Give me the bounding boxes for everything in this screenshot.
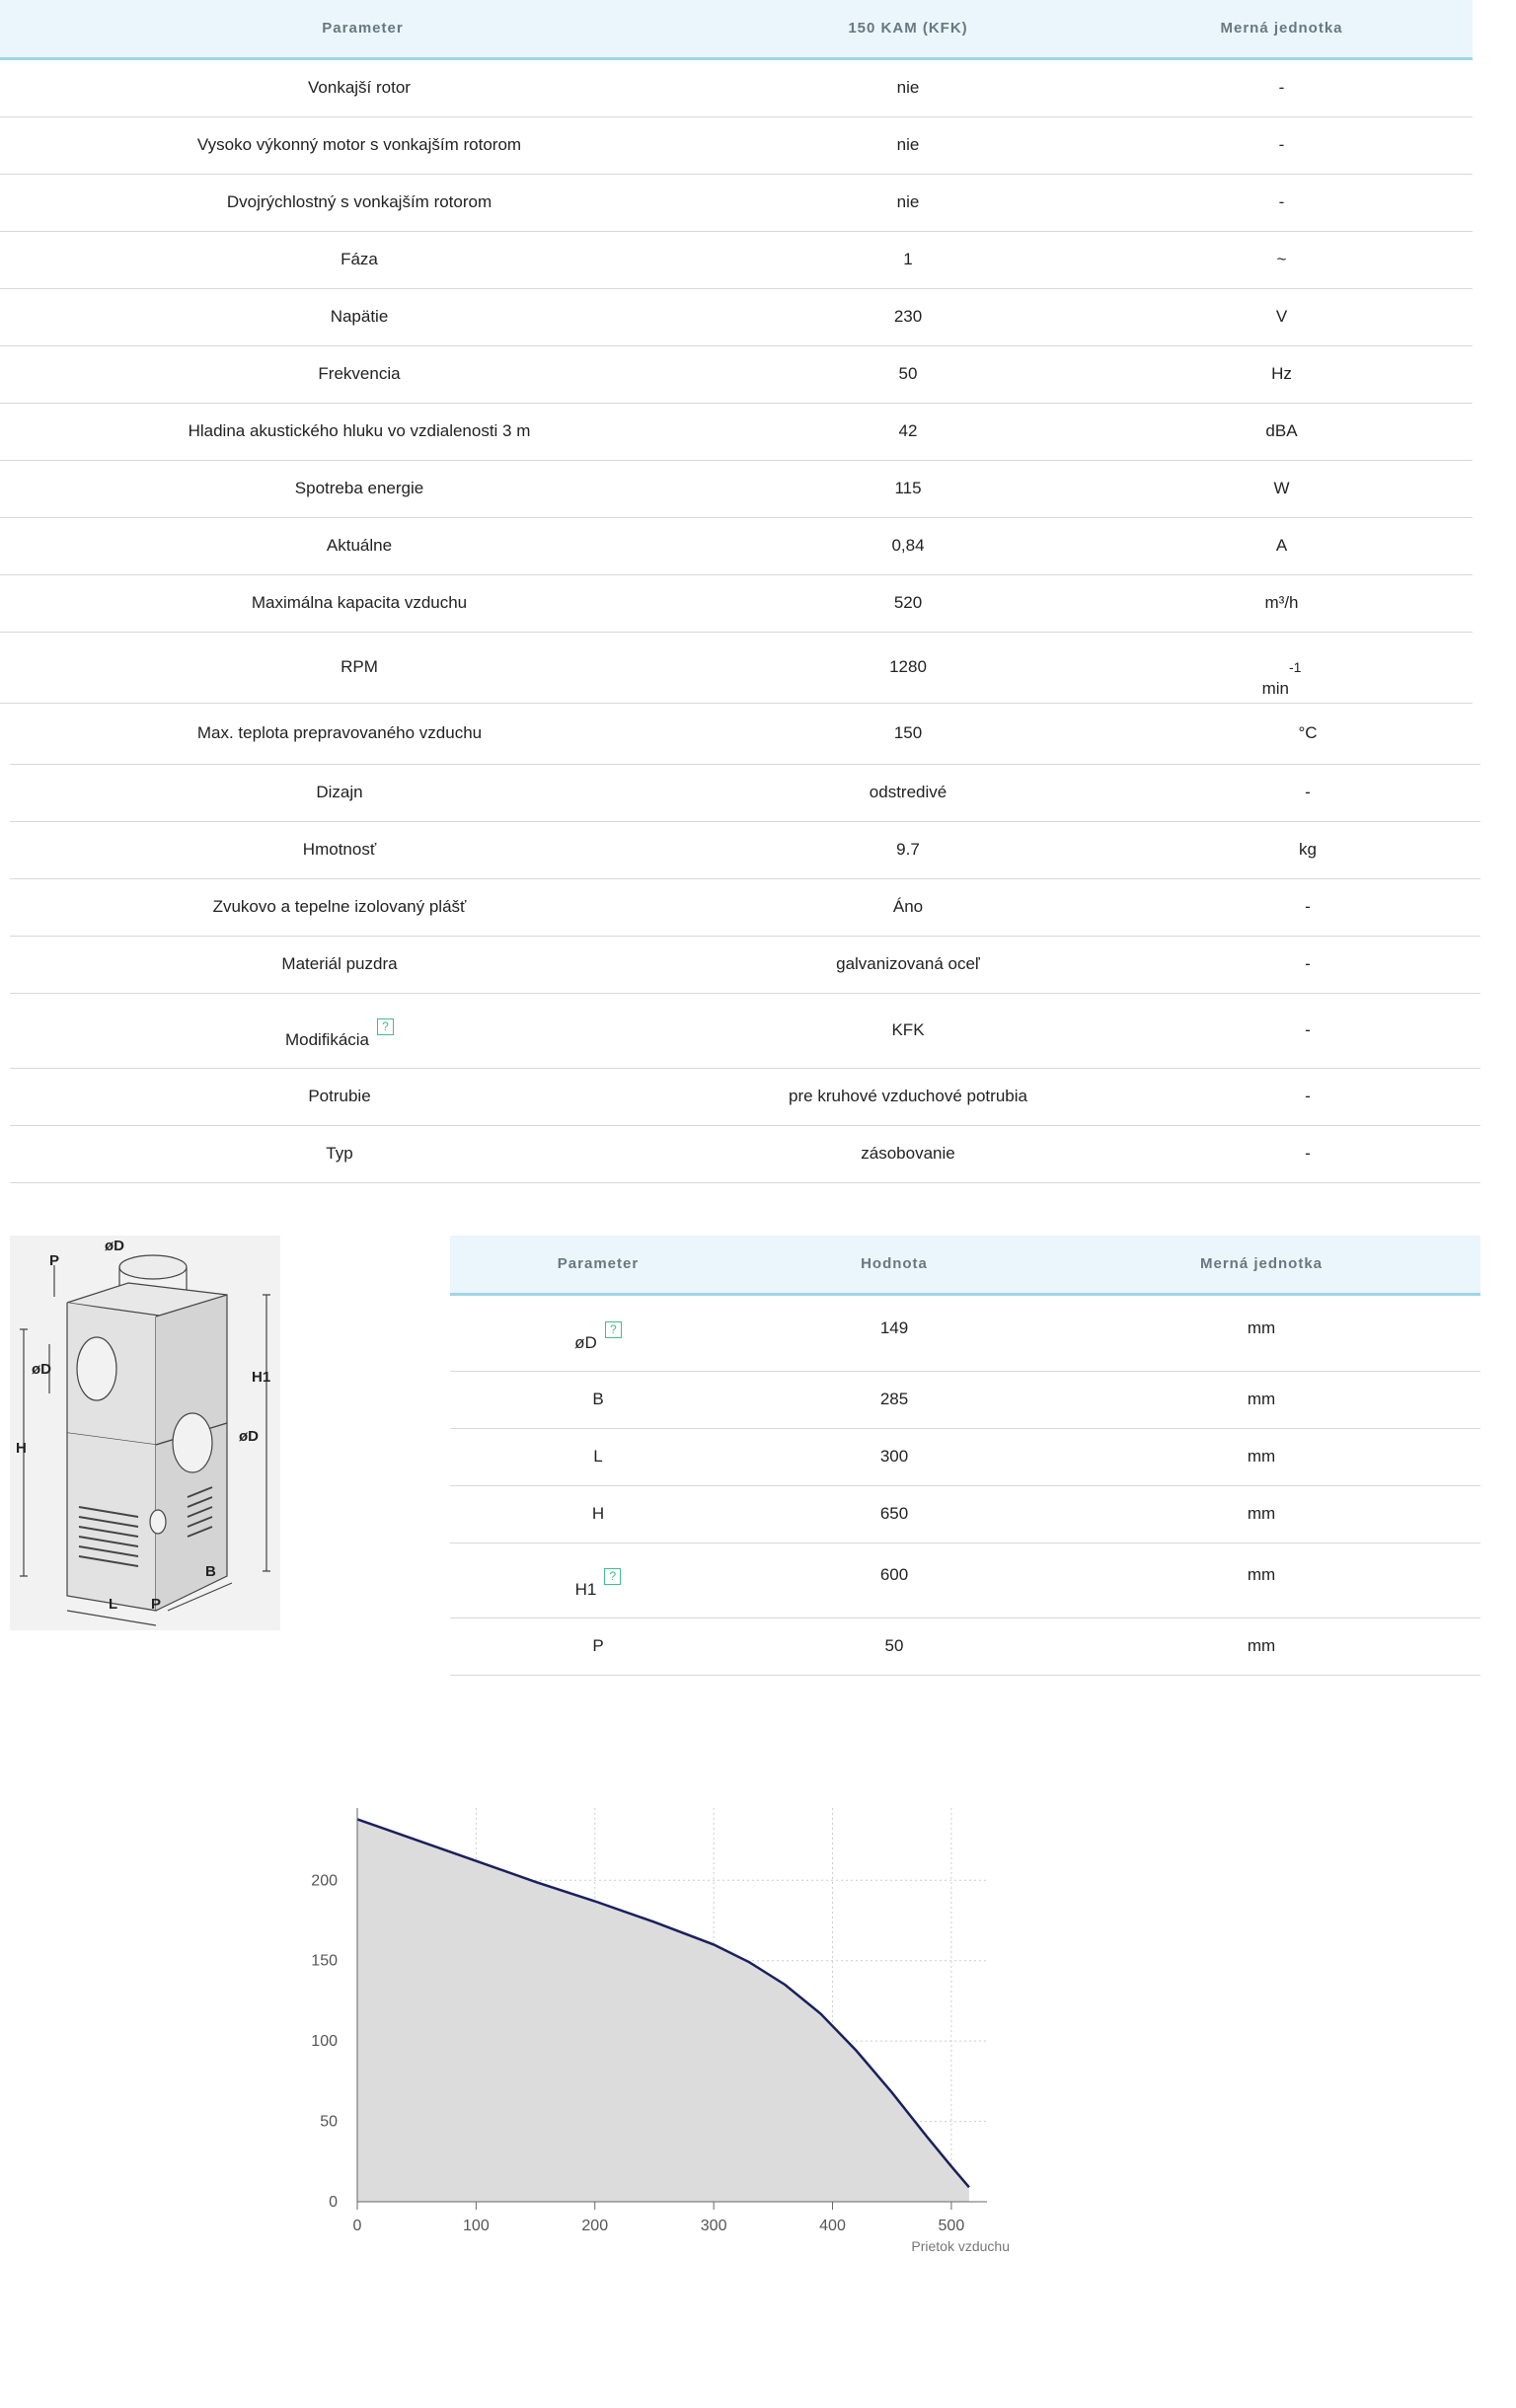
specs-value-cell: nie [896,135,920,154]
specs-param-cell [0,116,719,174]
performance-chart-svg [0,1796,1046,2309]
specs-value-cell: Áno [892,897,924,916]
specs-param-cell [0,403,719,460]
front-duct [173,1413,212,1472]
dims-value-cell: 149 [879,1318,909,1337]
specs-unit-label: - [1305,954,1311,973]
specs-param-label: Napätie [330,307,389,326]
specs-param-label: Potrubie [308,1087,371,1105]
specs-unit-cell [1135,993,1480,1068]
specs-param-cell [10,878,669,936]
specs-value-cell: 115 [894,479,922,497]
dims-param-label: P [592,1636,604,1655]
specs-param-label: Aktuálne [326,536,393,555]
dim-line-l [67,1611,156,1625]
specs-param-cell [0,174,719,231]
specs-unit-cell [1091,460,1473,517]
specs-unit-cell [1135,1125,1480,1182]
dims-table-header [450,1236,1480,1296]
fan-drawing-svg [10,1236,280,1630]
specs-unit-label: - [1305,1020,1311,1039]
specs-row [0,288,1473,346]
dims-row [450,1296,1480,1372]
specs-param-cell [10,703,669,764]
y-tick-label: 0 [329,2194,338,2211]
dims-param-label: H [591,1504,605,1523]
drawing-label-d-side: øD [32,1361,51,1378]
specs-unit-cell [1091,59,1473,116]
drawing-label-h: H [16,1440,27,1457]
specs-param-label: Fáza [341,250,378,268]
specs-param-label: Modifikácia [284,1030,370,1049]
fan-dimension-drawing [10,1236,280,1630]
x-tick-label: 500 [938,2218,965,2234]
specs-row [0,574,1473,633]
specs-unit-cell [1091,517,1473,574]
dims-unit-cell: mm [1247,1390,1276,1408]
specs-param-cell [0,517,719,574]
dims-row [450,1485,1480,1543]
specs-unit-cell [1135,821,1480,878]
specs-unit-cell [1135,764,1480,821]
specs-value-cell: 0,84 [891,536,925,555]
specs-row [0,632,1473,704]
specs-param-label: Zvukovo a tepelne izolovaný plášť [212,897,467,916]
dims-unit-cell: mm [1247,1318,1276,1337]
drawing-label-p-top: P [49,1252,60,1269]
specs-param-label: Vysoko výkonný motor s vonkajším rotorom [196,135,522,154]
dims-value-cell: 600 [879,1565,909,1584]
help-icon[interactable]: ? [605,1321,622,1338]
specs-unit-label: - [1305,783,1311,801]
curve-area [357,1819,969,2202]
dims-value-cell: 650 [879,1504,909,1523]
specs-unit-label: ~ [1276,250,1287,268]
x-tick-label: 300 [700,2218,727,2234]
specs-param-cell [10,821,669,878]
specs-unit-cell [1135,936,1480,993]
drawing-label-p-bottom: P [151,1596,162,1613]
specs-header-value: 150 KAM (KFK) [848,20,968,37]
dims-param-cell [450,1618,746,1675]
drawing-label-h1: H1 [252,1369,271,1386]
dims-row [450,1618,1480,1676]
specs-row [0,345,1473,404]
dims-row [450,1371,1480,1429]
drawing-label-d-top: øD [105,1238,124,1254]
dims-header-unit: Merná jednotka [1199,1255,1324,1272]
specs-param-label: Hladina akustického hluku vo vzdialenosti 3 m [188,421,531,440]
specs-unit-label: dBA [1265,421,1298,440]
specs-value-cell: 230 [893,307,923,326]
specs-value-cell: 1280 [889,657,927,676]
specs-param-label: Max. teplota prepravovaného vzduchu [196,723,483,742]
y-tick-label: 150 [311,1952,338,1970]
specs-unit-label: - [1305,897,1311,916]
specs-row [10,1125,1480,1183]
dims-value-cell: 285 [879,1390,909,1408]
specs-unit-cell [1091,403,1473,460]
specs-param-label: Hmotnosť [302,840,377,859]
specs-param-cell [10,764,669,821]
specs-value-cell: 150 [893,723,923,742]
specs-value-cell: zásobovanie [861,1144,955,1163]
specs-unit-cell [1135,703,1480,764]
specs-row [0,116,1473,175]
specs-table-header [0,0,1473,60]
specs-row [0,517,1473,575]
drawing-label-l: L [109,1596,118,1613]
dims-param-label: øD [574,1333,597,1352]
dims-header-parameter: Parameter [557,1255,640,1272]
specs-row [0,403,1473,461]
side-duct [77,1337,116,1400]
specs-value-cell: pre kruhové vzduchové potrubia [789,1087,1027,1105]
specs-param-label: Materiál puzdra [281,954,398,973]
specs-unit-cell [1135,1068,1480,1125]
specs-unit-label: m³/h [1264,593,1299,612]
y-tick-label: 100 [311,2033,338,2051]
specs-value-cell: 42 [898,421,918,440]
specs-param-label: Typ [326,1144,353,1163]
top-duct-outline [119,1255,187,1279]
specs-row [10,1068,1480,1126]
specs-param-cell [10,1125,669,1182]
specs-unit-cell [1091,574,1473,632]
specs-row [0,174,1473,232]
x-axis-label: Prietok vzduchu [911,2238,1010,2254]
specs-param-cell [0,632,719,703]
specs-value-cell: 1 [903,250,913,268]
dims-unit-cell: mm [1247,1565,1276,1584]
specs-value-cell: odstredivé [869,783,948,801]
dim-line-h1 [263,1295,270,1571]
specs-param-cell [0,574,719,632]
specs-unit-label: - [1278,135,1285,154]
specs-unit-label: Hz [1271,364,1292,383]
specs-row [10,821,1480,879]
drawing-label-b: B [205,1563,216,1580]
specs-row [10,936,1480,994]
specs-value-cell: 9.7 [896,840,920,859]
specs-param-cell [0,288,719,345]
specs-row [0,460,1473,518]
dims-param-label: L [593,1447,603,1466]
specs-param-cell [0,345,719,403]
specs-unit-label: - [1278,78,1285,97]
specs-param-label: Dvojrýchlostný s vonkajším rotorom [226,192,493,211]
dims-unit-cell: mm [1247,1504,1276,1523]
y-tick-label: 50 [320,2113,338,2131]
dims-unit-cell: mm [1247,1636,1276,1655]
specs-unit-label: V [1275,307,1288,326]
x-tick-label: 200 [581,2218,609,2234]
specs-header-unit: Merná jednotka [1220,20,1343,37]
specs-row [10,878,1480,937]
specs-value-cell: nie [896,78,920,97]
specs-param-label: Dizajn [316,783,363,801]
specs-unit-cell [1135,878,1480,936]
specs-param-label: Maximálna kapacita vzduchu [251,593,468,612]
specs-unit-label: min [1261,679,1289,698]
small-port [150,1510,166,1534]
specs-param-label: Spotreba energie [294,479,424,497]
dims-header-value: Hodnota [861,1255,928,1272]
specs-param-cell [0,460,719,517]
x-tick-label: 400 [819,2218,846,2234]
dims-row [450,1428,1480,1486]
specs-row [0,59,1473,117]
dims-param-cell [450,1371,746,1428]
specs-param-cell [10,1068,669,1125]
dims-value-cell: 50 [884,1636,904,1655]
specs-unit-cell [1091,345,1473,403]
specs-value-cell: 50 [898,364,918,383]
specs-param-label: RPM [341,657,378,676]
help-icon[interactable]: ? [604,1568,621,1585]
specs-value-cell: nie [896,192,920,211]
specs-param-cell [0,59,719,116]
x-tick-label: 0 [352,2218,362,2234]
specs-value-cell: KFK [891,1020,925,1039]
x-tick-label: 100 [463,2218,490,2234]
specs-value-cell: galvanizovaná oceľ [836,954,980,973]
drawing-label-d-front: øD [239,1428,259,1445]
specs-unit-superscript: -1 [1288,659,1302,675]
specs-row [10,993,1480,1069]
dims-row [450,1543,1480,1618]
specs-param-cell [10,936,669,993]
dims-param-cell [450,1428,746,1485]
specs-row [0,231,1473,289]
dims-unit-cell: mm [1247,1447,1276,1466]
specs-unit-label: °C [1298,723,1318,742]
specs-param-cell [0,231,719,288]
y-tick-label: 200 [311,1872,338,1890]
specs-unit-cell [1091,288,1473,345]
specs-unit-label: - [1305,1144,1311,1163]
dims-param-label: H1 [574,1580,597,1599]
performance-chart [0,1796,1046,2309]
specs-row [10,703,1480,765]
specs-param-label: Vonkajší rotor [308,78,411,97]
specs-param-label: Frekvencia [318,364,401,383]
specs-unit-label: A [1275,536,1288,555]
dims-param-cell [450,1485,746,1543]
specs-row [10,764,1480,822]
specs-unit-cell [1091,174,1473,231]
specs-unit-label: - [1305,1087,1311,1105]
specs-value-cell: 520 [893,593,923,612]
specs-unit-label: - [1278,192,1285,211]
specs-unit-cell [1091,231,1473,288]
specs-unit-label: W [1273,479,1290,497]
dims-value-cell: 300 [879,1447,909,1466]
specs-header-parameter: Parameter [322,20,404,37]
specs-unit-label: kg [1299,840,1317,859]
dims-param-label: B [592,1390,604,1408]
specs-unit-cell [1091,116,1473,174]
help-icon[interactable]: ? [377,1018,394,1035]
